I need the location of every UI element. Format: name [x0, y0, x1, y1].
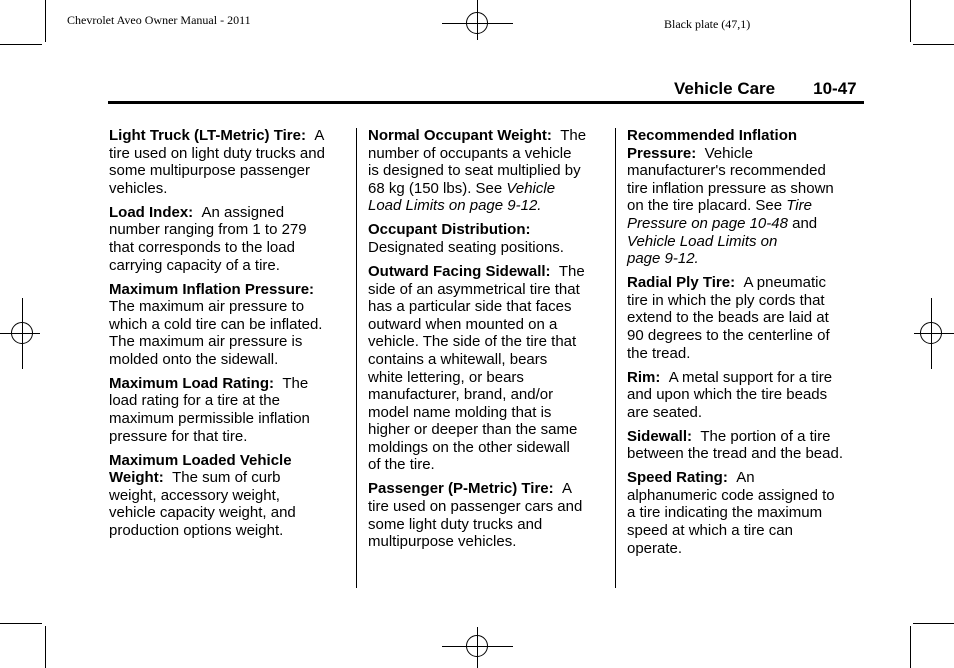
glossary-term: Maximum Loaded Vehicle	[109, 451, 292, 469]
definition-text: number ranging from 1 to 279	[109, 221, 307, 239]
column-divider	[356, 128, 357, 588]
definition-text: tire in which the ply cords that	[627, 291, 825, 309]
definition-text: has a particular side that faces	[368, 298, 572, 316]
page-number: 10-47	[813, 79, 857, 98]
definition-text: A pneumatic	[743, 274, 827, 292]
section-title: Vehicle Care	[674, 79, 776, 98]
definition-text: operate.	[627, 539, 683, 557]
definition-text: tire used on passenger cars and	[368, 498, 583, 516]
definition-text: manufacturer, brand, and/or	[368, 386, 554, 404]
column-divider	[615, 128, 616, 588]
definition-text: load rating for a tire at the	[109, 392, 280, 410]
section-header	[674, 79, 857, 99]
definition-text: which a cold tire can be inflated.	[109, 315, 323, 333]
glossary-term: Weight:	[109, 469, 164, 487]
definition-text: 90 degrees to the centerline of	[627, 326, 830, 344]
definition-text: vehicle. The side of the tire that	[368, 333, 577, 351]
crop-mark	[910, 0, 911, 42]
definition-text: An	[736, 469, 755, 487]
definition-text: The maximum air pressure is	[109, 333, 303, 351]
definition-text: vehicle capacity weight, and	[109, 504, 296, 522]
definition-text: maximum permissible inflation	[109, 410, 310, 428]
crop-mark	[45, 626, 46, 668]
definition-text: 68 kg (150 lbs). See	[368, 179, 503, 197]
definition-text: some light duty trucks and	[368, 515, 543, 533]
column-1	[109, 127, 349, 546]
glossary-entry	[368, 263, 608, 474]
glossary-term: Speed Rating:	[627, 469, 728, 487]
definition-text: are seated.	[627, 403, 703, 421]
glossary-term: Occupant Distribution:	[368, 221, 531, 239]
definition-text: between the tread and the bead.	[627, 445, 844, 463]
definition-text: speed at which a tire can	[627, 522, 793, 540]
crop-mark	[910, 626, 911, 668]
definition-text: extend to the beads are laid at	[627, 309, 829, 327]
glossary-term: Load Index:	[109, 203, 194, 221]
definition-text: molded onto the sidewall.	[109, 350, 279, 368]
definition-text: weight, accessory weight,	[109, 486, 280, 504]
glossary-entry	[109, 452, 349, 540]
glossary-term: Maximum Load Rating:	[109, 374, 275, 392]
glossary-entry	[109, 281, 349, 369]
definition-text: white lettering, or bears	[368, 368, 524, 386]
definition-text: Vehicle	[704, 144, 753, 162]
crop-mark	[0, 44, 42, 45]
glossary-entry	[368, 221, 608, 256]
crop-mark	[913, 623, 954, 624]
crop-mark	[0, 623, 42, 624]
glossary-entry	[109, 375, 349, 445]
definition-text: the tread.	[627, 344, 691, 362]
glossary-term: Rim:	[627, 368, 661, 386]
definition-text: that corresponds to the load	[109, 238, 295, 256]
definition-text: some multipurpose passenger	[109, 162, 310, 180]
glossary-entry	[109, 204, 349, 274]
definition-text: model name molding that is	[368, 403, 552, 421]
definition-text: a tire indicating the maximum	[627, 504, 823, 522]
definition-text: alphanumeric code assigned to	[627, 486, 835, 504]
glossary-entry	[368, 480, 608, 550]
definition-text: contains a whitewall, bears	[368, 350, 548, 368]
definition-text: The	[558, 262, 585, 280]
definition-text: side of an asymmetrical tire that	[368, 280, 580, 298]
glossary-entry	[627, 274, 867, 362]
glossary-term: Radial Ply Tire:	[627, 274, 736, 292]
glossary-term: Maximum Inflation Pressure:	[109, 280, 315, 298]
glossary-entry	[627, 428, 867, 463]
crop-mark	[45, 0, 46, 42]
definition-text: multipurpose vehicles.	[368, 533, 517, 551]
definition-text: manufacturer's recommended	[627, 162, 826, 180]
glossary-entry: Normal Occupant Weight: The number of occupants a vehicle is designed to seat multiplied by 68 kg (150 lbs). See Vehicle Load Limits on page 9-12.	[368, 127, 587, 215]
definition-text: outward when mounted on a	[368, 315, 558, 333]
definition-text: on the tire placard. See	[627, 197, 783, 215]
definition-text: higher or deeper than the same	[368, 421, 578, 439]
definition-text: is designed to seat multiplied by	[368, 162, 581, 180]
definition-text: vehicles.	[109, 179, 168, 197]
crop-mark	[913, 44, 954, 45]
header-rule	[108, 101, 864, 104]
glossary-term: Sidewall:	[627, 427, 693, 445]
definition-text: The	[560, 127, 587, 144]
definition-text: The sum of curb	[172, 469, 281, 487]
column-2	[368, 127, 608, 557]
definition-text: of the tire.	[368, 456, 435, 474]
definition-text: The portion of a tire	[700, 427, 831, 445]
definition-text: An assigned	[201, 203, 285, 221]
column-3	[627, 127, 867, 564]
glossary-entry: Recommended Inflation Pressure: Vehicle manufacturer's recommended tire inflation pressure as shown on the tire placard. See Tire Pressure on page 10-48 and Vehicle Load Limits on page 9-12.	[627, 127, 834, 268]
definition-text: tire used on light duty trucks and	[109, 144, 325, 162]
glossary-term: Recommended Inflation	[627, 127, 798, 144]
page-reference-link[interactable]: Vehicle	[506, 179, 556, 197]
definition-text: A	[314, 127, 325, 144]
glossary-entry	[627, 369, 867, 422]
page-reference-link[interactable]: page 9-12.	[627, 250, 699, 268]
definition-text: carrying capacity of a tire.	[109, 256, 280, 274]
definition-text: and upon which the tire beads	[627, 386, 828, 404]
glossary-term: Passenger (P-Metric) Tire:	[368, 480, 554, 498]
definition-text: number of occupants a vehicle	[368, 144, 572, 162]
glossary-term: Outward Facing Sidewall:	[368, 262, 551, 280]
glossary-entry	[627, 469, 867, 557]
definition-text: moldings on the other sidewall	[368, 438, 570, 456]
definition-text: The maximum air pressure to	[109, 298, 305, 316]
definition-text: tire inflation pressure as shown	[627, 179, 834, 197]
page-reference-link[interactable]: Vehicle Load Limits on	[627, 232, 778, 250]
definition-text: A metal support for a tire	[668, 368, 833, 386]
definition-text: and	[792, 214, 818, 232]
definition-text: The	[282, 374, 309, 392]
glossary-term: Pressure:	[627, 144, 697, 162]
glossary-term: Normal Occupant Weight:	[368, 127, 552, 144]
definition-text: production options weight.	[109, 522, 284, 540]
glossary-entry	[109, 127, 349, 197]
manual-title: Chevrolet Aveo Owner Manual - 2011	[67, 13, 251, 27]
definition-text: Designated seating positions.	[368, 238, 564, 256]
definition-text: pressure for that tire.	[109, 427, 248, 445]
plate-label: Black plate (47,1)	[664, 17, 751, 31]
definition-text: A	[561, 480, 572, 498]
glossary-term: Light Truck (LT-Metric) Tire:	[109, 127, 306, 144]
